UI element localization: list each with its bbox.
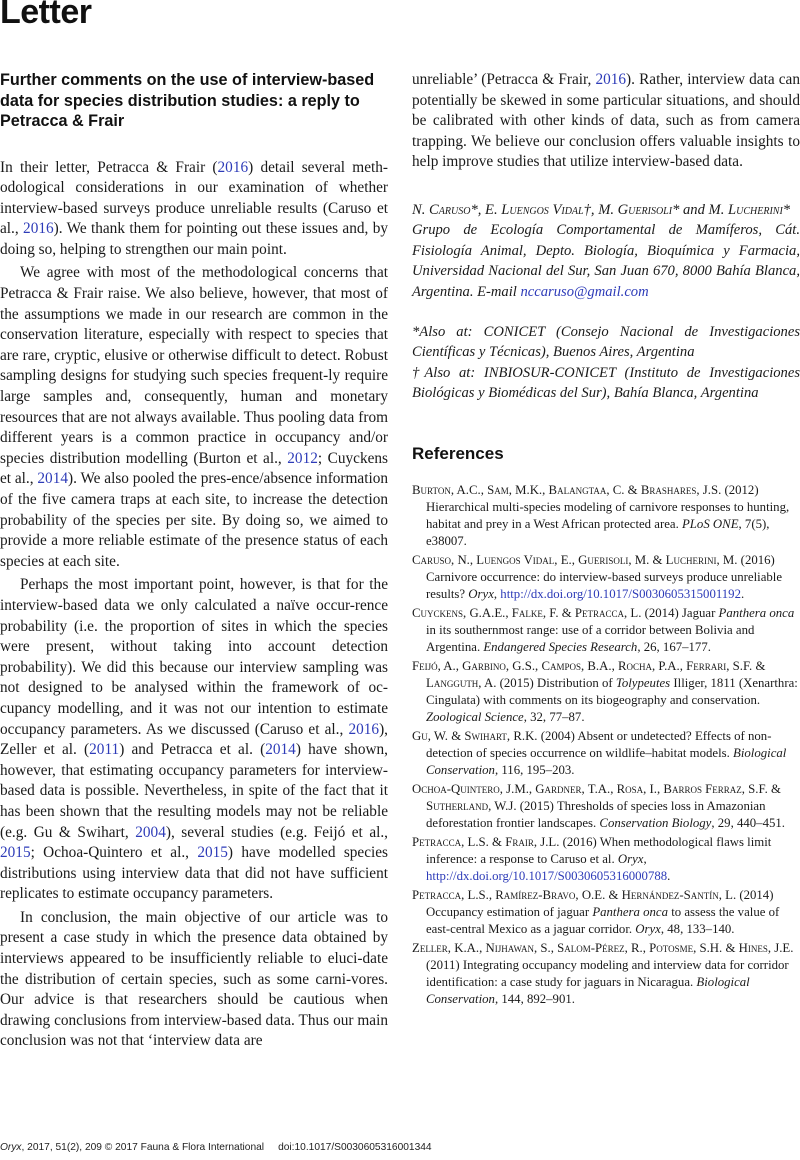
affiliation-note: †Also at: INBIOSUR-CONICET (Instituto de Investigaciones Biológicas y Biomédicas del Sur), Bahía Blanca, Argentina xyxy=(412,364,800,402)
doi-link[interactable]: http://dx.doi.org/10.1017/S0030605315001192 xyxy=(500,586,741,601)
letter-body xyxy=(0,158,388,1053)
reference-item: Petracca, L.S. & Frair, J.L. (2016) When methodological flaws limit inference: a response to Caruso et al. Oryx, http://dx.doi.org/10.1017/S0030605316000788. xyxy=(412,834,772,883)
paragraph-4: In conclusion, the main objective of our article was to present a case study in which the presence data obtained by interviews appeared to be insufficiently reliable to eluci-date the distribution of certain species, such as some carni-vores. Our advice is that researchers should be cautious when drawing conclusions from interview-based data. Thus our main conclusion was not that ‘interview data are xyxy=(0,908,388,1050)
affiliation: Grupo de Ecología Comportamental de Mamíferos, Cát. Fisiología Animal, Depto. Biología, Bioquímica y Farmacia, Universidad Nacional del Sur, San Juan 670, 8000 Bahía Blanca, Argentina. E-mail xyxy=(412,222,800,300)
reference-item: Burton, A.C., Sam, M.K., Balangtaa, C. & Brashares, J.S. (2012) Hierarchical multi-species modeling of carnivore responses to hunting, habitat and prey in a West African protected area. PLoS ONE, 7(5), e38007. xyxy=(412,482,790,548)
reference-item: Gu, W. & Swihart, R.K. (2004) Absent or undetected? Effects of non-detection of species occurrence on wildlife–habitat models. Biological Conservation, 116, 195–203. xyxy=(412,728,787,777)
reference-list xyxy=(412,482,800,1008)
citation-link[interactable]: 2015 xyxy=(197,844,228,862)
affiliation-note: *Also at: CONICET (Consejo Nacional de Investigaciones Científicas y Técnicas), Buenos Aires, Argentina xyxy=(412,324,800,361)
reference-item: Ochoa-Quintero, J.M., Gardner, T.A., Rosa, I., Barros Ferraz, S.F. & Sutherland, W.J. (2015) Thresholds of species loss in Amazonian deforestation frontier landscapes. Conservation Biology, 29, 440–451. xyxy=(412,781,785,830)
citation-link[interactable]: 2011 xyxy=(89,741,120,759)
citation-link[interactable]: 2014 xyxy=(37,470,68,488)
email-link[interactable]: nccaruso@gmail.com xyxy=(520,283,649,300)
right-column xyxy=(412,70,800,1010)
citation-link[interactable]: 2014 xyxy=(265,741,296,759)
paragraph-2: We agree with most of the methodological concerns that Petracca & Frair raise. We also believe, however, that most of the assumptions we made in our research are common in the conservation literature, especially with respect to species that are rare, cryptic, elusive or otherwise difficult to detect. Robust sampling designs for studying such species frequent-ly require large samples and, consequently, human and monetary resources that are not always available. Thus pooling data from different years is a common practice in occupancy and/or species distribution modelling (Burton et al., 2012; Cuyckens et al., 2014). We also pooled the pres-ence/absence information of the five camera traps at each site, to increase the detection probability of the species per site. By doing so, we aimed to provide a more reliable estimate of the presence status of each species at each site. xyxy=(0,264,389,570)
author-name: E. Luengos Vidal xyxy=(485,201,584,218)
citation-link[interactable]: 2016 xyxy=(217,158,249,176)
paragraph-4-continued: unreliable’ (Petracca & Frair, 2016). Rather, interview data can potentially be skewed in some particular situations, and should be calibrated with other kinds of data, such as from camera trapping. We believe our conclusion offers valuable insights to help improve studies that utilize interview-based data. xyxy=(412,71,800,171)
author-signature: N. Caruso*, E. Luengos Vidal†, M. Guerisoli* and M. Lucherini* Grupo de Ecología Comportamental de Mamíferos, Cát. Fisiología Animal, Depto. Biología, Bioquímica y Farmacia, Universidad Nacional del Sur, San Juan 670, 8000 Bahía Blanca, Argentina. E-mail nccaruso@gmail.com xyxy=(412,201,800,300)
paragraph-3: Perhaps the most important point, however, is that for the interview-based data we only calculated a naïve occur-rence probability (i.e. the proportion of sites in which the species were present, without taking into account detection probability). We did this because our interview sampling was not designed to be analysed within the framework of oc-cupancy modelling, and it was not our intention to estimate occupancy parameters. As we discussed (Caruso et al., 2016), Zeller et al. (2011) and Petracca et al. (2014) have shown, however, that estimating occupancy parameters for interview-based data is possible. Nevertheless, in spite of the fact that it has been shown that the resulting models may not be reliable (e.g. Gu & Swihart, 2004), several studies (e.g. Feijó et al., 2015; Ochoa-Quintero et al., 2015) have modelled species distributions using interview data that did not have sufficient replicates to estimate occupancy parameters. xyxy=(0,576,389,903)
author-name: M. Guerisoli xyxy=(598,201,673,218)
left-column xyxy=(0,70,388,1052)
citation-link[interactable]: 2004 xyxy=(135,823,166,841)
footer-citation: , 2017, 51(2), 209 © 2017 Fauna & Flora International xyxy=(21,1142,265,1153)
citation-link[interactable]: 2012 xyxy=(287,449,318,467)
reference-item: Zeller, K.A., Nijhawan, S., Salom-Pérez, R., Potosme, S.H. & Hines, J.E. (2011) Integrating occupancy modeling and interview data for corridor identification: a case study for jaguars in Nicaragua. Biological Conservation, 144, 892–901. xyxy=(412,940,794,1006)
reference-item: Cuyckens, G.A.E., Falke, F. & Petracca, L. (2014) Jaguar Panthera onca in its southernmost range: use of a corridor between Bolivia and Argentina. Endangered Species Research, 26, 167–177. xyxy=(412,605,795,654)
reference-item: Caruso, N., Luengos Vidal, E., Guerisoli, M. & Lucherini, M. (2016) Carnivore occurrence: do interview-based surveys produce unreliable results? Oryx, http://dx.doi.org/10.1017/S0030605315001192. xyxy=(412,552,783,601)
citation-link[interactable]: 2016 xyxy=(595,71,627,88)
letter-title: Further comments on the use of interview-based data for species distribution studies: a reply to Petracca & Frair xyxy=(0,71,375,130)
footer-journal: Oryx xyxy=(0,1142,22,1153)
author-name: M. Lucherini xyxy=(708,201,783,218)
citation-link[interactable]: 2016 xyxy=(23,220,54,238)
letter-body-continued xyxy=(412,70,800,173)
page-footer xyxy=(0,1142,432,1153)
references-heading: References xyxy=(412,443,504,463)
footer-doi: doi:10.1017/S0030605316001344 xyxy=(278,1142,432,1153)
citation-link[interactable]: 2016 xyxy=(348,720,380,738)
doi-link[interactable]: http://dx.doi.org/10.1017/S0030605316000788 xyxy=(426,868,668,883)
reference-item: Feijó, A., Garbino, G.S., Campos, B.A., Rocha, P.A., Ferrari, S.F. & Langguth, A. (2015) Distribution of Tolypeutes Illiger, 1811 (Xenarthra: Cingulata) with comments on its biogeography and conservation. Zoological Science, 32, 77–87. xyxy=(412,658,798,724)
section-label: Letter xyxy=(0,0,92,31)
author-name: N. Caruso xyxy=(412,201,471,218)
paragraph-1: In their letter, Petracca & Frair (2016) detail several meth-odological considerations in our examination of whether interview-based surveys produce unreliable results (Caruso et al., 2016). We thank them for pointing out these issues and, by doing so, helping to strengthen our main point. xyxy=(0,158,388,258)
reference-item: Petracca, L.S., Ramírez-Bravo, O.E. & Hernández-Santín, L. (2014) Occupancy estimation of jaguar Panthera onca to assess the value of east-central Mexico as a jaguar corridor. Oryx, 48, 133–140. xyxy=(412,887,780,936)
affiliation-notes xyxy=(412,322,800,404)
citation-link[interactable]: 2015 xyxy=(0,844,31,862)
